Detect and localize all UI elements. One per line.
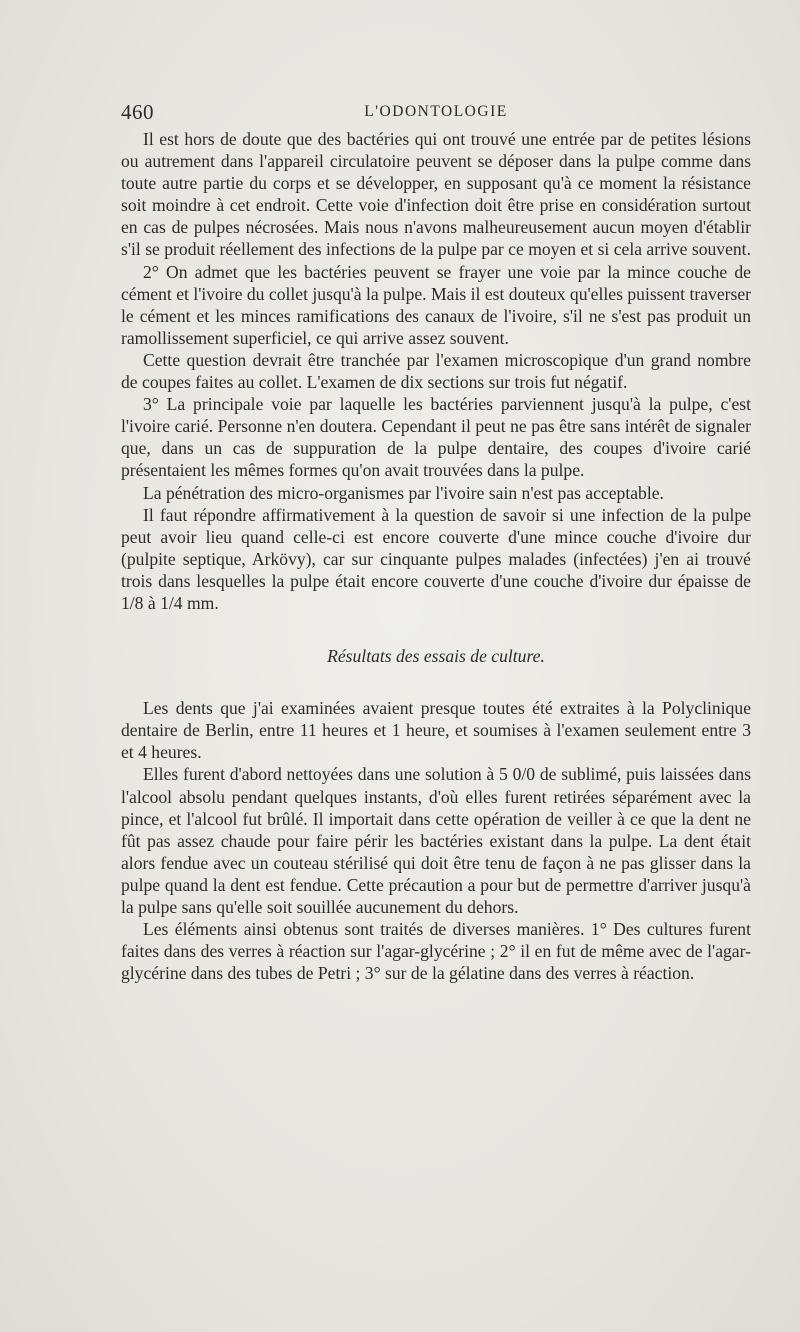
page-number: 460 bbox=[121, 100, 154, 124]
paragraph: 2° On admet que les bactéries peuvent se frayer une voie par la mince couche de cément et l'ivoire du collet jusqu'à la pulpe. Mais il est douteux qu'elles puissent traverser le cément et les minces ramifications des canaux de l'ivoire, s'il ne s'est pas produit un ramollissement superficiel, ce qui arrive assez souvent. bbox=[121, 261, 751, 348]
paragraph: La pénétration des micro-organismes par l'ivoire sain n'est pas acceptable. bbox=[143, 482, 664, 503]
running-title: L'ODONTOLOGIE bbox=[364, 103, 508, 120]
paragraph: 3° La principale voie par laquelle les bactéries parviennent jusqu'à la pulpe, c'est l'ivoire carié. Personne n'en doutera. Cependant il peut ne pas être sans intérêt de signaler que, dans un cas de suppuration de la pulpe dentaire, des coupes d'ivoire carié présentaient les mêmes formes qu'on avait trouvées dans la pulpe. bbox=[121, 394, 751, 481]
paragraph: Les éléments ainsi obtenus sont traités de diverses manières. 1° Des cultures furent faites dans des verres à réaction sur l'agar-glycérine ; 2° il en fut de même avec de l'agar-glycérine dans des tubes de Petri ; 3° sur de la gélatine dans des verres à réaction. bbox=[121, 919, 751, 984]
body-text bbox=[121, 128, 751, 984]
paragraph: Les dents que j'ai examinées avaient presque toutes été extraites à la Polyclinique dentaire de Berlin, entre 11 heures et 1 heure, et soumises à l'examen seulement entre 3 et 4 heures. bbox=[121, 698, 751, 763]
paragraph: Cette question devrait être tranchée par l'examen microscopique d'un grand nombre de coupes faites au collet. L'examen de dix sections sur trois fut négatif. bbox=[121, 349, 751, 393]
section-title: Résultats des essais de culture. bbox=[327, 646, 545, 667]
paragraph: Il est hors de doute que des bactéries qui ont trouvé une entrée par de petites lésions ou autrement dans l'appareil circulatoire peuvent se déposer dans la pulpe comme dans toute autre partie du corps et se développer, en supposant qu'à ce moment la résistance soit moindre à cet endroit. Cette voie d'infection doit être prise en considération surtout en cas de pulpes nécrosées. Mais nous n'avons malheureusement aucun moyen d'établir s'il se produit réellement des infections de la pulpe par ce moyen et si cela arrive souvent. bbox=[121, 129, 751, 260]
page-header bbox=[121, 100, 751, 128]
paragraph: Il faut répondre affirmativement à la question de savoir si une infection de la pulpe peut avoir lieu quand celle-ci est encore couverte d'une mince couche d'ivoire dur (pulpite septique, Arkövy), car sur cinquante pulpes malades (infectées) j'en ai trouvé trois dans lesquelles la pulpe était encore couverte d'une couche d'ivoire dur épaisse de 1/8 à 1/4 mm. bbox=[121, 504, 751, 613]
paragraph: Elles furent d'abord nettoyées dans une solution à 5 0/0 de sublimé, puis laissées dans l'alcool absolu pendant quelques instants, d'où elles furent retirées séparément avec la pince, et l'alcool fut brûlé. Il importait dans cette opération de veiller à ce que la dent ne fût pas assez chaude pour faire périr les bactéries existant dans la pulpe. La dent était alors fendue avec un couteau stérilisé qui doit être tenu de façon à ne pas glisser dans la pulpe quand la dent est fendue. Cette précaution a pour but de permettre d'arriver jusqu'à la pulpe sans qu'elle soit souillée aucunement du dehors. bbox=[121, 764, 751, 917]
